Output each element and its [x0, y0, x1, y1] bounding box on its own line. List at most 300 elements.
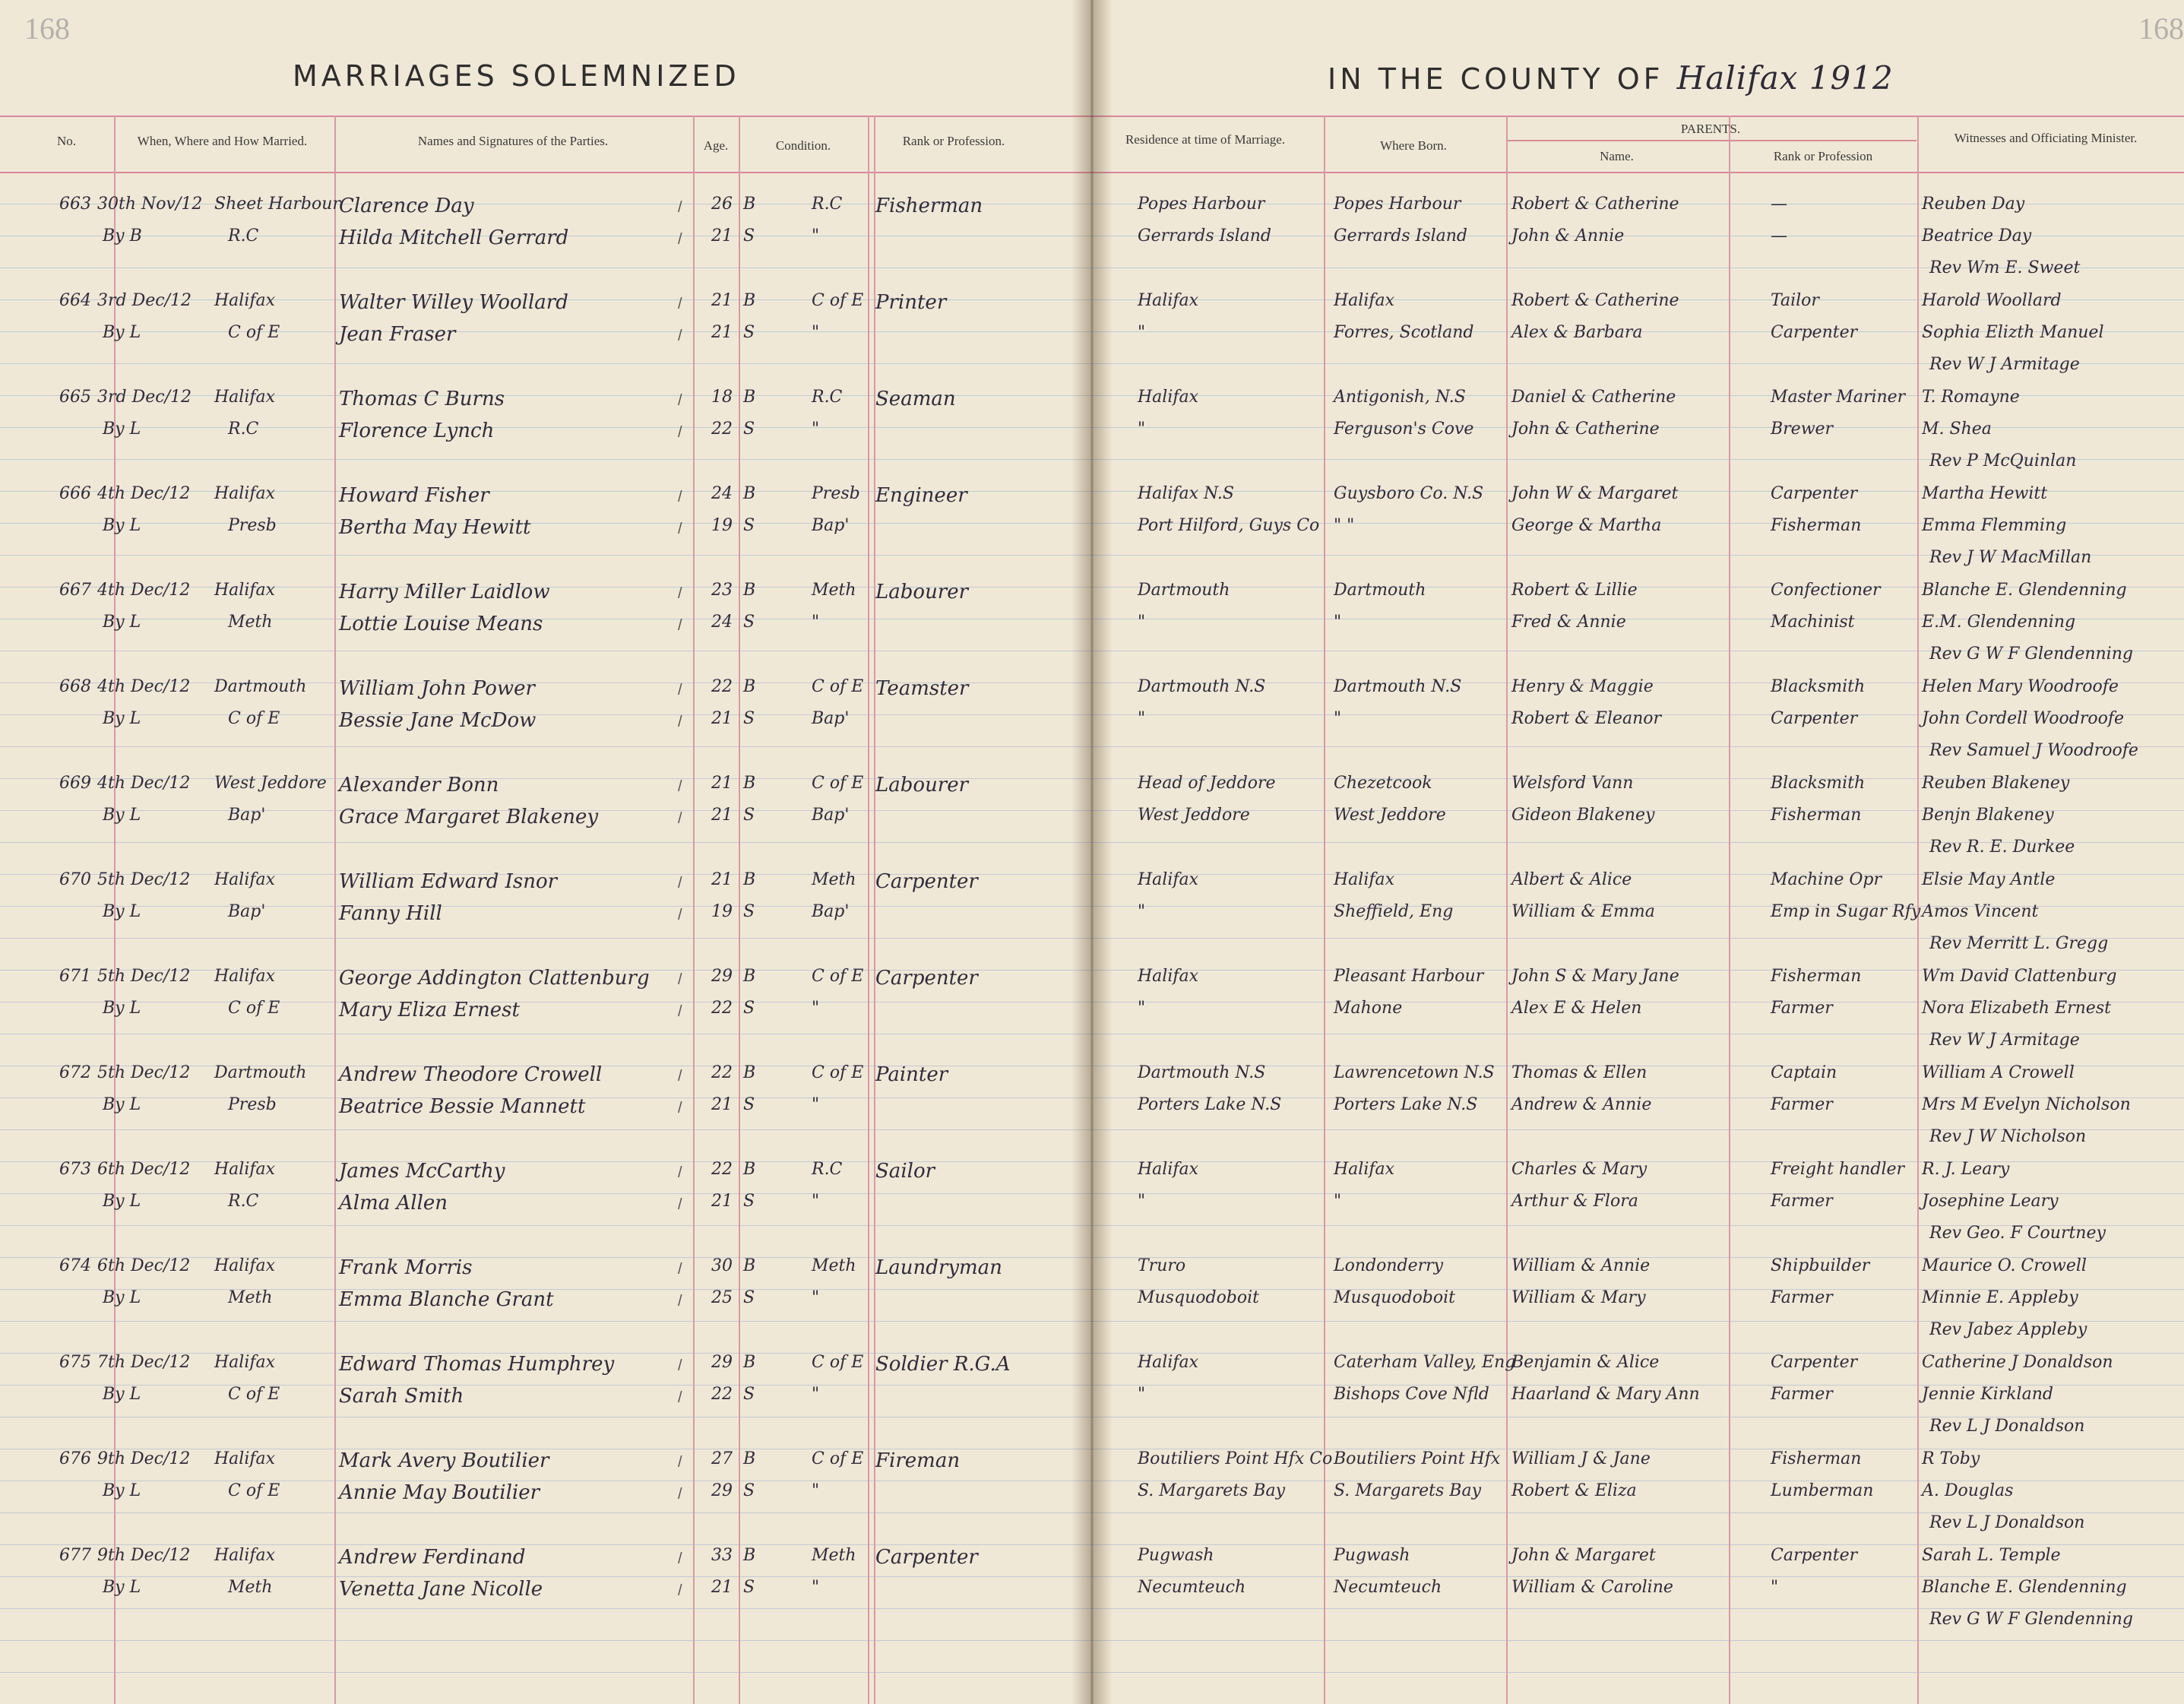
entry-place: Halifax: [214, 870, 276, 889]
tick-mark: /: [678, 1454, 682, 1471]
groom-parent-rank: Carpenter: [1771, 1353, 1858, 1372]
bride-residence: ": [1138, 420, 1146, 439]
groom-religion: C of E: [812, 1353, 864, 1372]
groom-profession: Engineer: [875, 484, 967, 507]
groom-residence: Halifax: [1138, 1160, 1199, 1179]
right-top-red-rule: [1092, 116, 2184, 117]
entry-place: Halifax: [214, 1546, 276, 1565]
groom-age: 18: [711, 388, 733, 407]
groom-age: 29: [711, 967, 733, 986]
left-ruled-line: [0, 555, 1092, 556]
entry-number: 676: [59, 1449, 91, 1468]
right-column-rule: [1729, 116, 1730, 1704]
entry-number: 665: [59, 388, 91, 407]
entry-license-type: By L: [103, 613, 141, 632]
officiating-minister: Rev Jabez Appleby: [1929, 1320, 2087, 1339]
bride-religion: ": [812, 1192, 820, 1211]
bride-age: 21: [711, 1192, 733, 1211]
entry-date: 3rd Dec/12: [97, 291, 191, 310]
bride-religion: ": [812, 1481, 820, 1500]
bride-parents: Haarland & Mary Ann: [1511, 1385, 1700, 1404]
entry-license-type: By L: [103, 806, 141, 825]
tick-mark: /: [678, 778, 682, 795]
tick-mark: /: [678, 971, 682, 988]
tick-mark: /: [678, 1582, 682, 1599]
entry-number: 677: [59, 1546, 91, 1565]
groom-parents: Robert & Catherine: [1511, 195, 1679, 214]
groom-name: James McCarthy: [339, 1160, 505, 1183]
groom-parent-rank: Shipbuilder: [1771, 1256, 1870, 1275]
entry-place: Sheet Harbour: [214, 195, 340, 214]
groom-parents: Welsford Vann: [1511, 774, 1634, 793]
bride-age: 22: [711, 420, 733, 439]
tick-mark: /: [678, 617, 682, 634]
entry-denomination: C of E: [228, 323, 280, 342]
bride-name: Alma Allen: [339, 1192, 448, 1215]
groom-name: Clarence Day: [339, 195, 474, 217]
groom-profession: Carpenter: [875, 1546, 978, 1569]
entry-date: 6th Dec/12: [97, 1256, 191, 1275]
groom-birthplace: Boutiliers Point Hfx: [1334, 1449, 1501, 1468]
groom-profession: Soldier R.G.A: [875, 1353, 1011, 1376]
entry-place: Halifax: [214, 484, 276, 503]
groom-age: 27: [711, 1449, 733, 1468]
bride-condition: S: [743, 1288, 755, 1307]
groom-name: Alexander Bonn: [339, 774, 499, 797]
groom-condition: B: [743, 1256, 756, 1275]
witness-1: Reuben Blakeney: [1922, 774, 2070, 793]
groom-profession: Fisherman: [875, 195, 983, 217]
groom-condition: B: [743, 1546, 756, 1565]
entry-number: 667: [59, 581, 91, 600]
bride-age: 19: [711, 516, 733, 535]
groom-residence: Halifax: [1138, 870, 1199, 889]
entry-date: 7th Dec/12: [97, 1353, 191, 1372]
witness-2: Nora Elizabeth Ernest: [1922, 999, 2111, 1018]
bride-residence: Musquodoboit: [1138, 1288, 1260, 1307]
parents-sub-rule: [1506, 140, 1917, 141]
officiating-minister: Rev J W Nicholson: [1929, 1127, 2087, 1146]
groom-profession: Carpenter: [875, 967, 978, 990]
bride-age: 19: [711, 902, 733, 921]
groom-parent-rank: Fisherman: [1771, 1449, 1862, 1468]
bride-name: Bertha May Hewitt: [339, 516, 531, 539]
entry-date: 4th Dec/12: [97, 484, 191, 503]
witness-2: Benjn Blakeney: [1922, 806, 2054, 825]
groom-age: 23: [711, 581, 733, 600]
groom-condition: B: [743, 774, 756, 793]
officiating-minister: Rev Wm E. Sweet: [1929, 258, 2081, 277]
groom-parents: Robert & Catherine: [1511, 291, 1679, 310]
right-ruled-line: [1092, 1608, 2184, 1609]
left-ruled-line: [0, 1544, 1092, 1545]
entry-license-type: By L: [103, 1095, 141, 1114]
bride-parents: Fred & Annie: [1511, 613, 1626, 632]
header-born: Where Born.: [1380, 138, 1447, 153]
bride-condition: S: [743, 420, 755, 439]
bride-birthplace: Gerrards Island: [1334, 226, 1468, 245]
groom-condition: B: [743, 677, 756, 696]
groom-parent-rank: Blacksmith: [1771, 774, 1866, 793]
groom-profession: Labourer: [875, 774, 969, 797]
groom-age: 22: [711, 1063, 733, 1082]
right-page: [1092, 0, 2184, 1704]
groom-parent-rank: Blacksmith: [1771, 677, 1866, 696]
groom-birthplace: Guysboro Co. N.S: [1334, 484, 1484, 503]
witness-1: Reuben Day: [1922, 195, 2025, 214]
groom-birthplace: Londonderry: [1334, 1256, 1444, 1275]
bride-condition: S: [743, 323, 755, 342]
bride-religion: ": [812, 1578, 820, 1597]
groom-parents: Charles & Mary: [1511, 1160, 1647, 1179]
bride-name: Sarah Smith: [339, 1385, 464, 1408]
bride-birthplace: ": [1334, 613, 1342, 632]
left-ruled-line: [0, 1225, 1092, 1226]
groom-name: Harry Miller Laidlow: [339, 581, 550, 603]
bride-residence: ": [1138, 902, 1146, 921]
groom-age: 30: [711, 1256, 733, 1275]
entry-date: 9th Dec/12: [97, 1546, 191, 1565]
entry-number: 674: [59, 1256, 91, 1275]
tick-mark: /: [678, 1389, 682, 1406]
entry-number: 668: [59, 677, 91, 696]
tick-mark: /: [678, 199, 682, 216]
header-witnesses: Witnesses and Officiating Minister.: [1954, 131, 2138, 145]
officiating-minister: Rev R. E. Durkee: [1929, 838, 2075, 857]
witness-2: John Cordell Woodroofe: [1922, 709, 2125, 728]
entry-license-type: By L: [103, 709, 141, 728]
entry-place: Halifax: [214, 1256, 276, 1275]
groom-religion: C of E: [812, 967, 864, 986]
tick-mark: /: [678, 1357, 682, 1374]
tick-mark: /: [678, 1550, 682, 1567]
entry-date: 4th Dec/12: [97, 774, 191, 793]
groom-name: Mark Avery Boutilier: [339, 1449, 549, 1472]
left-ruled-line: [0, 1672, 1092, 1673]
entry-place: Halifax: [214, 291, 276, 310]
bride-condition: S: [743, 1481, 755, 1500]
groom-name: William John Power: [339, 677, 535, 700]
entry-number: 663: [59, 195, 91, 214]
entry-number: 675: [59, 1353, 91, 1372]
groom-age: 21: [711, 774, 733, 793]
officiating-minister: Rev Merritt L. Gregg: [1929, 934, 2109, 953]
bride-parents: William & Mary: [1511, 1288, 1646, 1307]
bride-parent-rank: ": [1771, 1578, 1779, 1597]
bride-religion: ": [812, 1385, 820, 1404]
witness-2: Sophia Elizth Manuel: [1922, 323, 2104, 342]
bride-condition: S: [743, 1192, 755, 1211]
header-parents: PARENTS.: [1680, 122, 1741, 136]
entry-date: 3rd Dec/12: [97, 388, 191, 407]
entry-denomination: Meth: [228, 613, 273, 632]
bride-residence: West Jeddore: [1138, 806, 1250, 825]
entry-number: 664: [59, 291, 91, 310]
groom-name: Howard Fisher: [339, 484, 489, 507]
witness-1: Elsie May Antle: [1922, 870, 2056, 889]
bride-age: 24: [711, 613, 733, 632]
bride-parents: Robert & Eleanor: [1511, 709, 1662, 728]
bride-parent-rank: Carpenter: [1771, 709, 1858, 728]
groom-name: Thomas C Burns: [339, 388, 505, 410]
entry-denomination: Meth: [228, 1578, 273, 1597]
left-header-red-rule: [0, 172, 1092, 173]
bride-religion: Bap': [812, 709, 850, 728]
entry-denomination: C of E: [228, 709, 280, 728]
entry-license-type: By L: [103, 999, 141, 1018]
left-column-rule: [868, 116, 869, 1704]
tick-mark: /: [678, 328, 682, 344]
entry-denomination: R.C: [228, 420, 259, 439]
bride-age: 25: [711, 1288, 733, 1307]
left-ruled-line: [0, 1640, 1092, 1641]
groom-religion: R.C: [812, 195, 843, 214]
groom-parents: Albert & Alice: [1511, 870, 1632, 889]
officiating-minister: Rev L J Donaldson: [1929, 1513, 2085, 1532]
officiating-minister: Rev Samuel J Woodroofe: [1929, 741, 2138, 760]
bride-condition: S: [743, 613, 755, 632]
groom-residence: Halifax: [1138, 1353, 1199, 1372]
officiating-minister: Rev L J Donaldson: [1929, 1417, 2085, 1436]
tick-mark: /: [678, 521, 682, 537]
bride-name: Lottie Louise Means: [339, 613, 543, 635]
left-ruled-line: [0, 714, 1092, 715]
bride-condition: S: [743, 1385, 755, 1404]
left-column-rule: [739, 116, 740, 1704]
right-title-prefix: IN THE COUNTY OF: [1328, 62, 1664, 96]
entry-date: 9th Dec/12: [97, 1449, 191, 1468]
bride-religion: Bap': [812, 806, 850, 825]
groom-condition: B: [743, 484, 756, 503]
left-ruled-line: [0, 1321, 1092, 1322]
groom-birthplace: Pugwash: [1334, 1546, 1410, 1565]
entry-denomination: Bap': [228, 902, 266, 921]
bride-age: 21: [711, 226, 733, 245]
groom-parent-rank: Fisherman: [1771, 967, 1862, 986]
bride-parent-rank: Fisherman: [1771, 516, 1862, 535]
left-ruled-line: [0, 1576, 1092, 1577]
groom-condition: B: [743, 1063, 756, 1082]
groom-residence: Halifax N.S: [1138, 484, 1234, 503]
groom-profession: Teamster: [875, 677, 969, 700]
groom-name: Walter Willey Woollard: [339, 291, 568, 314]
entry-place: Halifax: [214, 967, 276, 986]
groom-name: Andrew Theodore Crowell: [339, 1063, 603, 1086]
groom-religion: Meth: [812, 870, 856, 889]
bride-parents: John & Annie: [1511, 226, 1625, 245]
groom-religion: C of E: [812, 1449, 864, 1468]
officiating-minister: Rev W J Armitage: [1929, 355, 2080, 374]
bride-parent-rank: Farmer: [1771, 1385, 1833, 1404]
witness-2: Mrs M Evelyn Nicholson: [1922, 1095, 2131, 1114]
entry-license-type: By L: [103, 902, 141, 921]
groom-residence: Dartmouth N.S: [1138, 1063, 1266, 1082]
groom-name: Frank Morris: [339, 1256, 473, 1279]
bride-residence: ": [1138, 1192, 1146, 1211]
bride-name: Jean Fraser: [339, 323, 456, 346]
bride-parents: William & Emma: [1511, 902, 1655, 921]
bride-residence: ": [1138, 323, 1146, 342]
groom-residence: Pugwash: [1138, 1546, 1214, 1565]
groom-parent-rank: Freight handler: [1771, 1160, 1905, 1179]
groom-condition: B: [743, 967, 756, 986]
bride-parents: William & Caroline: [1511, 1578, 1673, 1597]
entry-license-type: By L: [103, 1481, 141, 1500]
entry-date: 30th Nov/12: [97, 195, 203, 214]
entry-date: 4th Dec/12: [97, 677, 191, 696]
bride-name: Hilda Mitchell Gerrard: [339, 226, 569, 249]
witness-1: Wm David Clattenburg: [1922, 967, 2117, 986]
entry-place: Halifax: [214, 1353, 276, 1372]
groom-parent-rank: Tailor: [1771, 291, 1819, 310]
entry-date: 4th Dec/12: [97, 581, 191, 600]
groom-religion: C of E: [812, 677, 864, 696]
entry-license-type: By B: [103, 226, 142, 245]
groom-age: 33: [711, 1546, 733, 1565]
officiating-minister: Rev J W MacMillan: [1929, 548, 2092, 567]
groom-religion: Meth: [812, 1546, 856, 1565]
header-names: Names and Signatures of the Parties.: [417, 134, 609, 148]
groom-profession: Labourer: [875, 581, 969, 603]
bride-condition: S: [743, 902, 755, 921]
bride-condition: S: [743, 516, 755, 535]
bride-birthplace: Sheffield, Eng: [1334, 902, 1454, 921]
bride-parents: George & Martha: [1511, 516, 1662, 535]
bride-residence: ": [1138, 1385, 1146, 1404]
bride-birthplace: ": [1334, 709, 1342, 728]
right-ruled-line: [1092, 1576, 2184, 1577]
header-parent-rank: Rank or Profession: [1773, 149, 1873, 163]
entry-place: Halifax: [214, 388, 276, 407]
entry-denomination: R.C: [228, 226, 259, 245]
groom-name: William Edward Isnor: [339, 870, 558, 893]
groom-parent-rank: Master Mariner: [1771, 388, 1906, 407]
tick-mark: /: [678, 1293, 682, 1310]
groom-condition: B: [743, 195, 756, 214]
witness-2: Amos Vincent: [1922, 902, 2039, 921]
groom-birthplace: Pleasant Harbour: [1334, 967, 1484, 986]
right-column-rule: [1506, 116, 1508, 1704]
groom-parents: Daniel & Catherine: [1511, 388, 1676, 407]
header-rank: Rank or Profession.: [902, 134, 1005, 148]
entry-denomination: Presb: [228, 1095, 277, 1114]
header-condition: Condition.: [775, 138, 831, 153]
header-no: No.: [56, 134, 77, 148]
header-when: When, Where and How Married.: [137, 134, 308, 148]
tick-mark: /: [678, 1261, 682, 1278]
witness-2: Josephine Leary: [1922, 1192, 2059, 1211]
groom-profession: Painter: [875, 1063, 948, 1086]
right-page-number: 168: [2138, 11, 2184, 46]
bride-religion: Bap': [812, 902, 850, 921]
groom-religion: C of E: [812, 1063, 864, 1082]
left-ruled-line: [0, 427, 1092, 428]
groom-profession: Sailor: [875, 1160, 935, 1183]
bride-birthplace: West Jeddore: [1334, 806, 1446, 825]
bride-parent-rank: Farmer: [1771, 1095, 1833, 1114]
left-ruled-line: [0, 906, 1092, 907]
bride-birthplace: Bishops Cove Nfld: [1334, 1385, 1489, 1404]
tick-mark: /: [678, 1100, 682, 1116]
groom-parents: John W & Margaret: [1511, 484, 1679, 503]
entry-license-type: By L: [103, 1192, 141, 1211]
bride-birthplace: Porters Lake N.S: [1334, 1095, 1478, 1114]
bride-age: 21: [711, 1095, 733, 1114]
bride-parents: Robert & Eliza: [1511, 1481, 1637, 1500]
bride-parent-rank: Machinist: [1771, 613, 1855, 632]
groom-condition: B: [743, 870, 756, 889]
groom-birthplace: Lawrencetown N.S: [1334, 1063, 1495, 1082]
officiating-minister: Rev P McQuinlan: [1929, 451, 2077, 470]
left-ruled-line: [0, 746, 1092, 747]
bride-religion: ": [812, 1095, 820, 1114]
entry-denomination: C of E: [228, 1481, 280, 1500]
bride-parents: Andrew & Annie: [1511, 1095, 1652, 1114]
groom-parents: Robert & Lillie: [1511, 581, 1638, 600]
groom-birthplace: Caterham Valley, Eng: [1334, 1353, 1516, 1372]
witness-1: Blanche E. Glendenning: [1922, 581, 2127, 600]
groom-profession: Laundryman: [875, 1256, 1002, 1279]
tick-mark: /: [678, 682, 682, 698]
groom-religion: C of E: [812, 291, 864, 310]
groom-birthplace: Dartmouth N.S: [1334, 677, 1462, 696]
bride-religion: ": [812, 323, 820, 342]
entry-place: Dartmouth: [214, 1063, 307, 1082]
entry-number: 670: [59, 870, 91, 889]
tick-mark: /: [678, 1003, 682, 1020]
groom-religion: Presb: [812, 484, 860, 503]
left-page-number: 168: [24, 11, 70, 46]
tick-mark: /: [678, 296, 682, 312]
groom-parents: Henry & Maggie: [1511, 677, 1654, 696]
entry-number: 671: [59, 967, 91, 986]
bride-age: 21: [711, 709, 733, 728]
bride-condition: S: [743, 1578, 755, 1597]
groom-religion: Meth: [812, 1256, 856, 1275]
witness-2: Jennie Kirkland: [1922, 1385, 2053, 1404]
groom-condition: B: [743, 388, 756, 407]
bride-residence: Porters Lake N.S: [1138, 1095, 1282, 1114]
left-page-title: MARRIAGES SOLEMNIZED: [293, 59, 740, 93]
witness-2: A. Douglas: [1922, 1481, 2014, 1500]
tick-mark: /: [678, 1196, 682, 1213]
groom-birthplace: Halifax: [1334, 870, 1395, 889]
witness-2: Emma Flemming: [1922, 516, 2067, 535]
groom-age: 21: [711, 291, 733, 310]
entry-place: West Jeddore: [214, 774, 327, 793]
bride-condition: S: [743, 226, 755, 245]
entry-license-type: By L: [103, 1578, 141, 1597]
bride-name: Beatrice Bessie Mannett: [339, 1095, 586, 1118]
entry-number: 666: [59, 484, 91, 503]
left-ruled-line: [0, 1129, 1092, 1130]
officiating-minister: Rev Geo. F Courtney: [1929, 1224, 2106, 1243]
left-ruled-line: [0, 331, 1092, 332]
bride-parent-rank: Farmer: [1771, 1192, 1833, 1211]
groom-religion: R.C: [812, 388, 843, 407]
right-page-title: [1328, 59, 1894, 97]
bride-birthplace: Mahone: [1334, 999, 1403, 1018]
entry-denomination: Presb: [228, 516, 277, 535]
groom-parent-rank: —: [1771, 195, 1787, 214]
bride-religion: ": [812, 999, 820, 1018]
bride-parents: Arthur & Flora: [1511, 1192, 1638, 1211]
entry-license-type: By L: [103, 516, 141, 535]
bride-parents: Alex & Barbara: [1511, 323, 1643, 342]
entry-license-type: By L: [103, 1288, 141, 1307]
bride-residence: S. Margarets Bay: [1138, 1481, 1286, 1500]
tick-mark: /: [678, 231, 682, 248]
